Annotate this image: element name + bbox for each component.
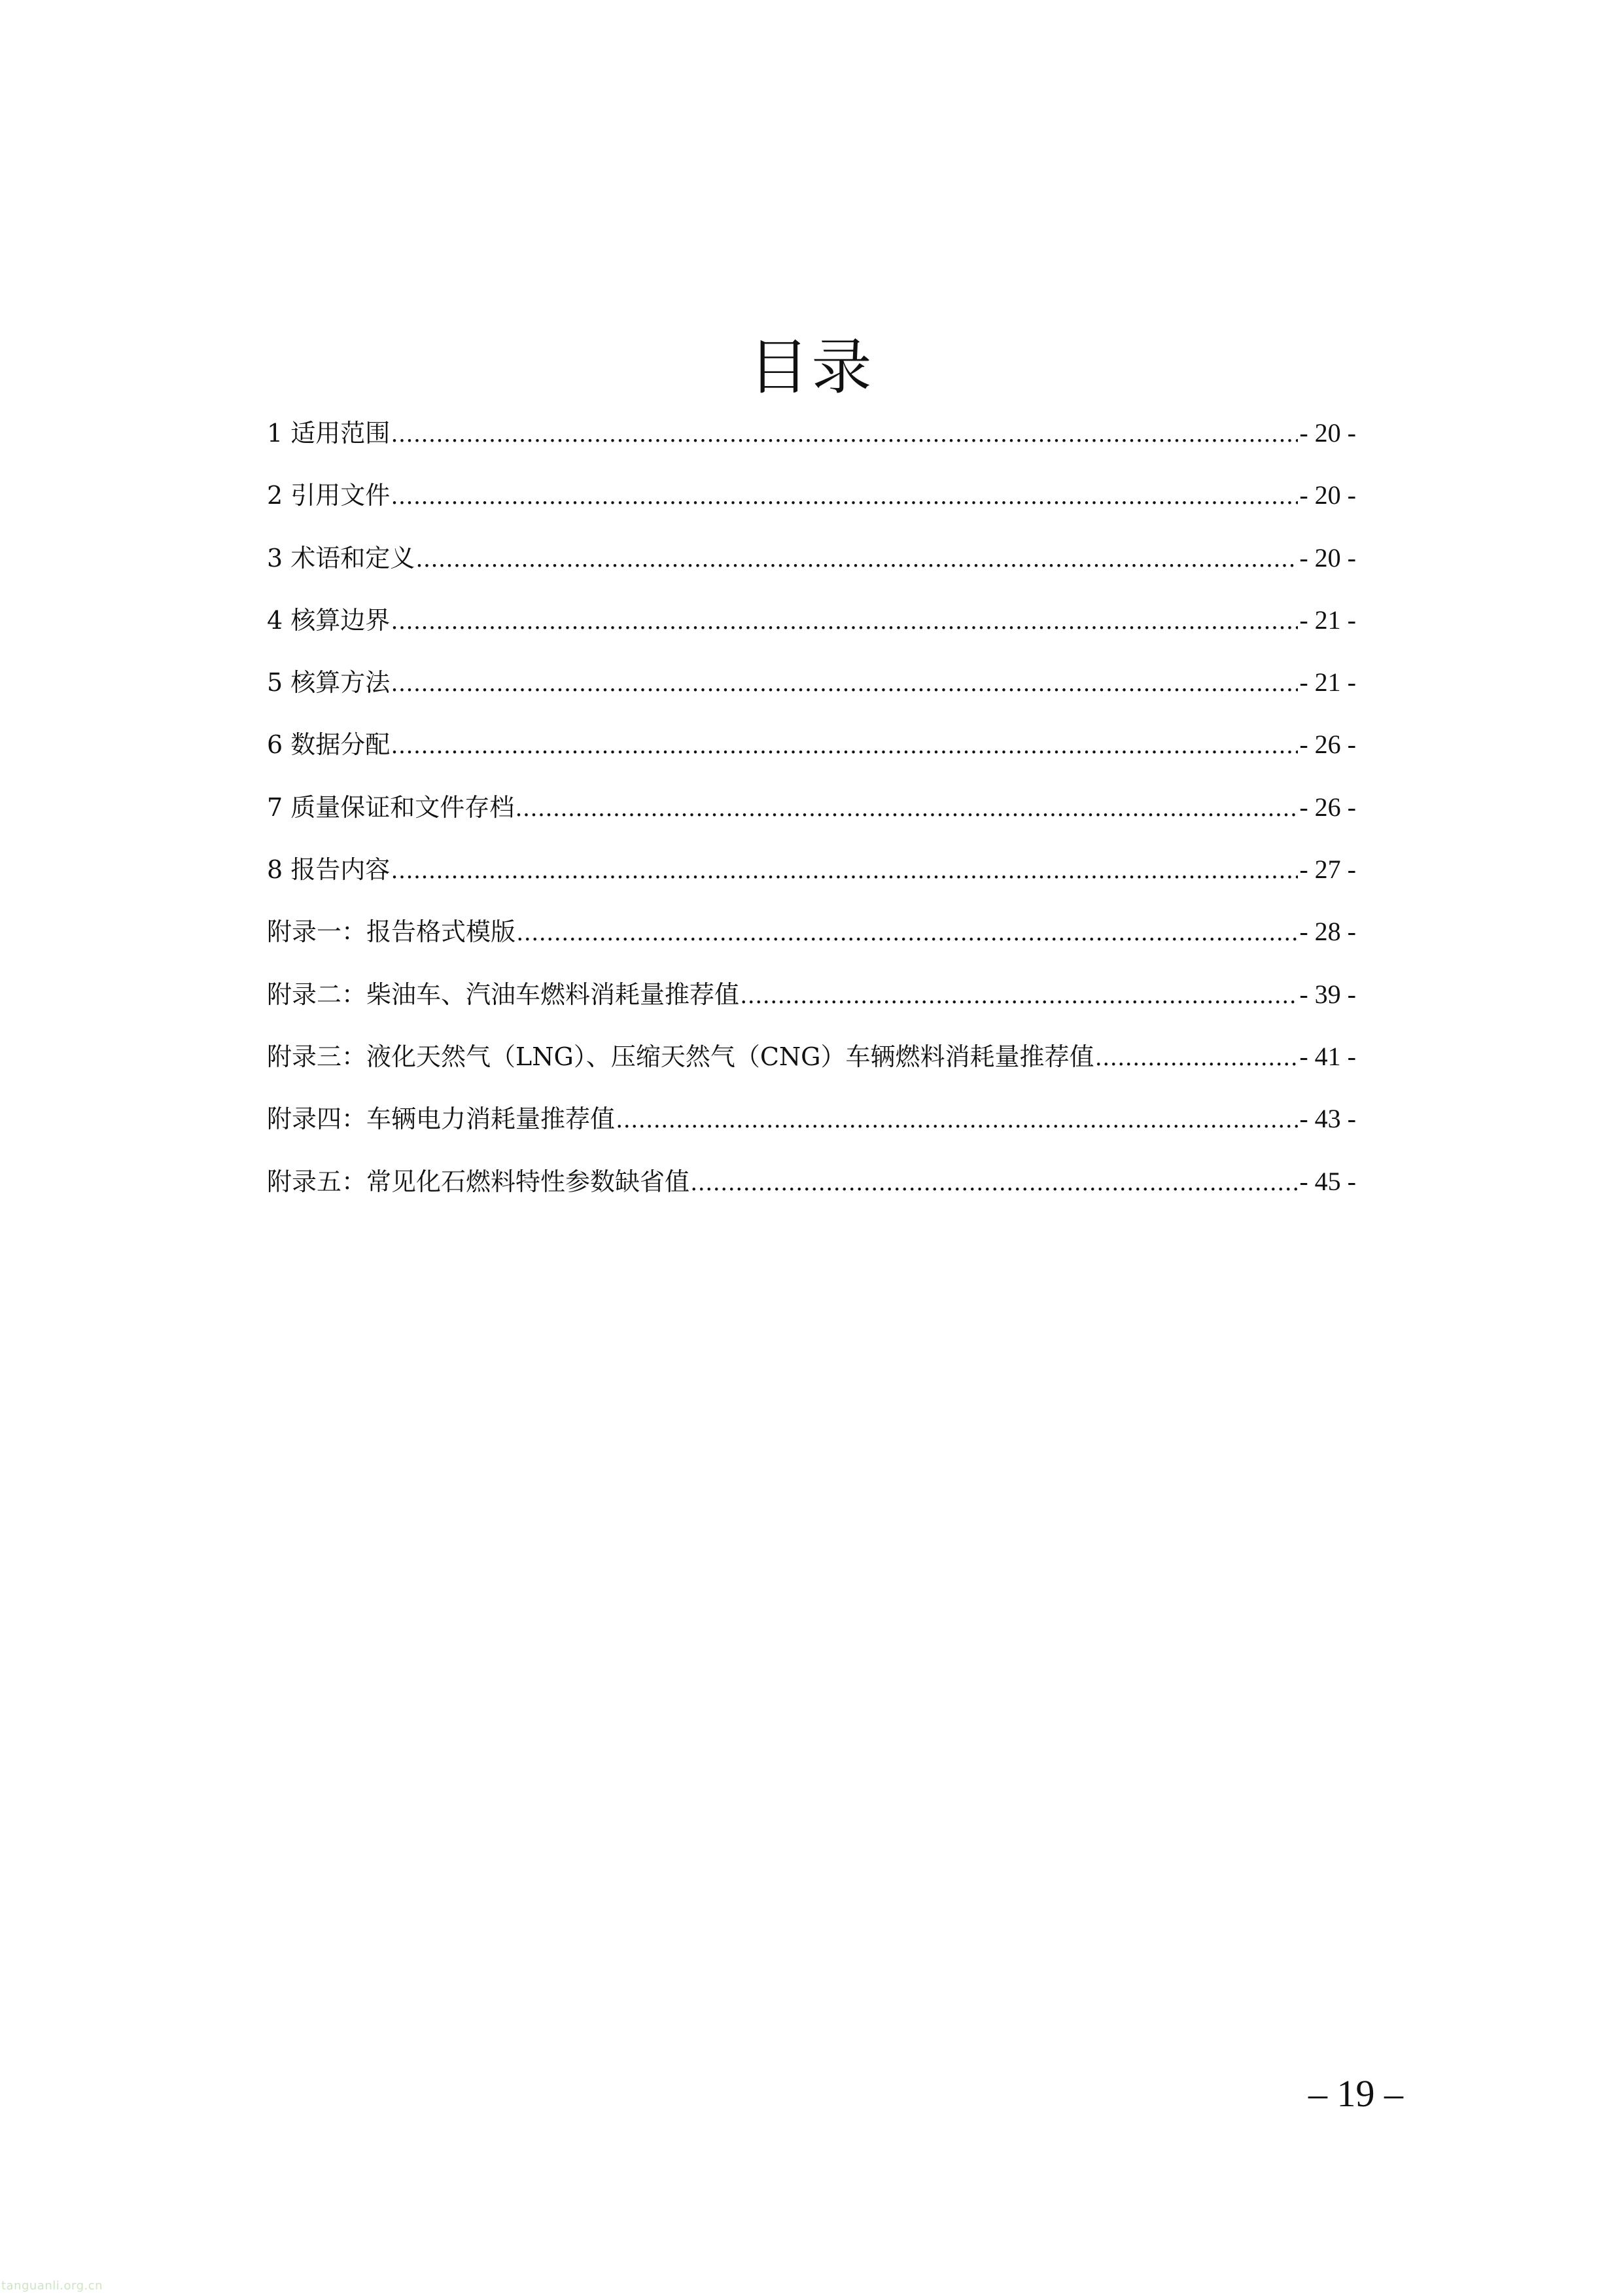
- toc-entry-label: 7 质量保证和文件存档: [267, 792, 515, 822]
- toc-entry-page: - 26 -: [1299, 730, 1356, 760]
- toc-entry-page: - 28 -: [1299, 917, 1356, 947]
- toc-entry-appendix-4[interactable]: [267, 1098, 1356, 1160]
- toc-entry-page: - 20 -: [1299, 542, 1356, 573]
- dot-leader: [391, 475, 1298, 517]
- toc-entry-6-allocation[interactable]: [267, 724, 1356, 786]
- dot-leader: [691, 1161, 1298, 1203]
- toc-entry-3-terms[interactable]: [267, 537, 1356, 599]
- toc-entry-label: 6 数据分配: [267, 730, 391, 760]
- toc-entry-4-boundary[interactable]: [267, 599, 1356, 662]
- toc-entry-label: 3 术语和定义: [267, 543, 415, 573]
- toc-entry-1-scope[interactable]: [267, 412, 1356, 474]
- dot-leader: [391, 849, 1298, 891]
- dot-leader: [391, 600, 1298, 642]
- toc-entry-page: - 21 -: [1299, 667, 1356, 698]
- dot-leader: [1096, 1036, 1299, 1078]
- toc-entry-label: 5 核算方法: [267, 668, 391, 698]
- toc-entry-page: - 27 -: [1299, 855, 1356, 885]
- toc-entry-appendix-1[interactable]: [267, 911, 1356, 973]
- page-number: – 19 –: [1308, 2072, 1403, 2115]
- toc-entry-label: 2 引用文件: [267, 481, 391, 510]
- toc-entry-page: - 39 -: [1299, 979, 1356, 1009]
- page-title: 目录: [748, 332, 875, 402]
- toc-entry-7-quality[interactable]: [267, 786, 1356, 849]
- toc-entry-page: - 20 -: [1299, 480, 1356, 510]
- dot-leader: [517, 911, 1298, 953]
- table-of-contents: [267, 412, 1356, 1223]
- dot-leader: [416, 538, 1298, 580]
- toc-entry-appendix-2[interactable]: [267, 974, 1356, 1036]
- toc-entry-appendix-3[interactable]: [267, 1036, 1356, 1098]
- toc-entry-label: 附录三：液化天然气（LNG）、压缩天然气（CNG）车辆燃料消耗量推荐值: [267, 1042, 1094, 1071]
- toc-entry-label: 8 报告内容: [267, 855, 391, 885]
- toc-entry-8-report[interactable]: [267, 849, 1356, 911]
- toc-entry-page: - 21 -: [1299, 605, 1356, 635]
- dot-leader: [515, 787, 1298, 829]
- toc-entry-page: - 20 -: [1299, 418, 1356, 448]
- toc-entry-2-references[interactable]: [267, 474, 1356, 537]
- dot-leader: [391, 662, 1298, 704]
- toc-entry-label: 附录四：车辆电力消耗量推荐值: [267, 1104, 616, 1134]
- dot-leader: [391, 724, 1298, 766]
- dot-leader: [616, 1099, 1298, 1140]
- toc-entry-page: - 43 -: [1299, 1104, 1356, 1134]
- toc-entry-label: 1 适用范围: [267, 419, 391, 448]
- toc-entry-page: - 41 -: [1299, 1041, 1356, 1071]
- toc-entry-page: - 45 -: [1299, 1166, 1356, 1196]
- toc-entry-label: 4 核算边界: [267, 605, 391, 635]
- toc-entry-page: - 26 -: [1299, 792, 1356, 822]
- toc-entry-5-method[interactable]: [267, 662, 1356, 724]
- toc-entry-label: 附录二：柴油车、汽油车燃料消耗量推荐值: [267, 980, 740, 1009]
- dot-leader: [741, 974, 1298, 1016]
- toc-entry-label: 附录五：常见化石燃料特性参数缺省值: [267, 1167, 690, 1196]
- watermark: tanguanli.org.cn: [1, 2279, 103, 2293]
- dot-leader: [391, 413, 1298, 455]
- toc-entry-appendix-5[interactable]: [267, 1161, 1356, 1223]
- toc-entry-label: 附录一：报告格式模版: [267, 917, 516, 947]
